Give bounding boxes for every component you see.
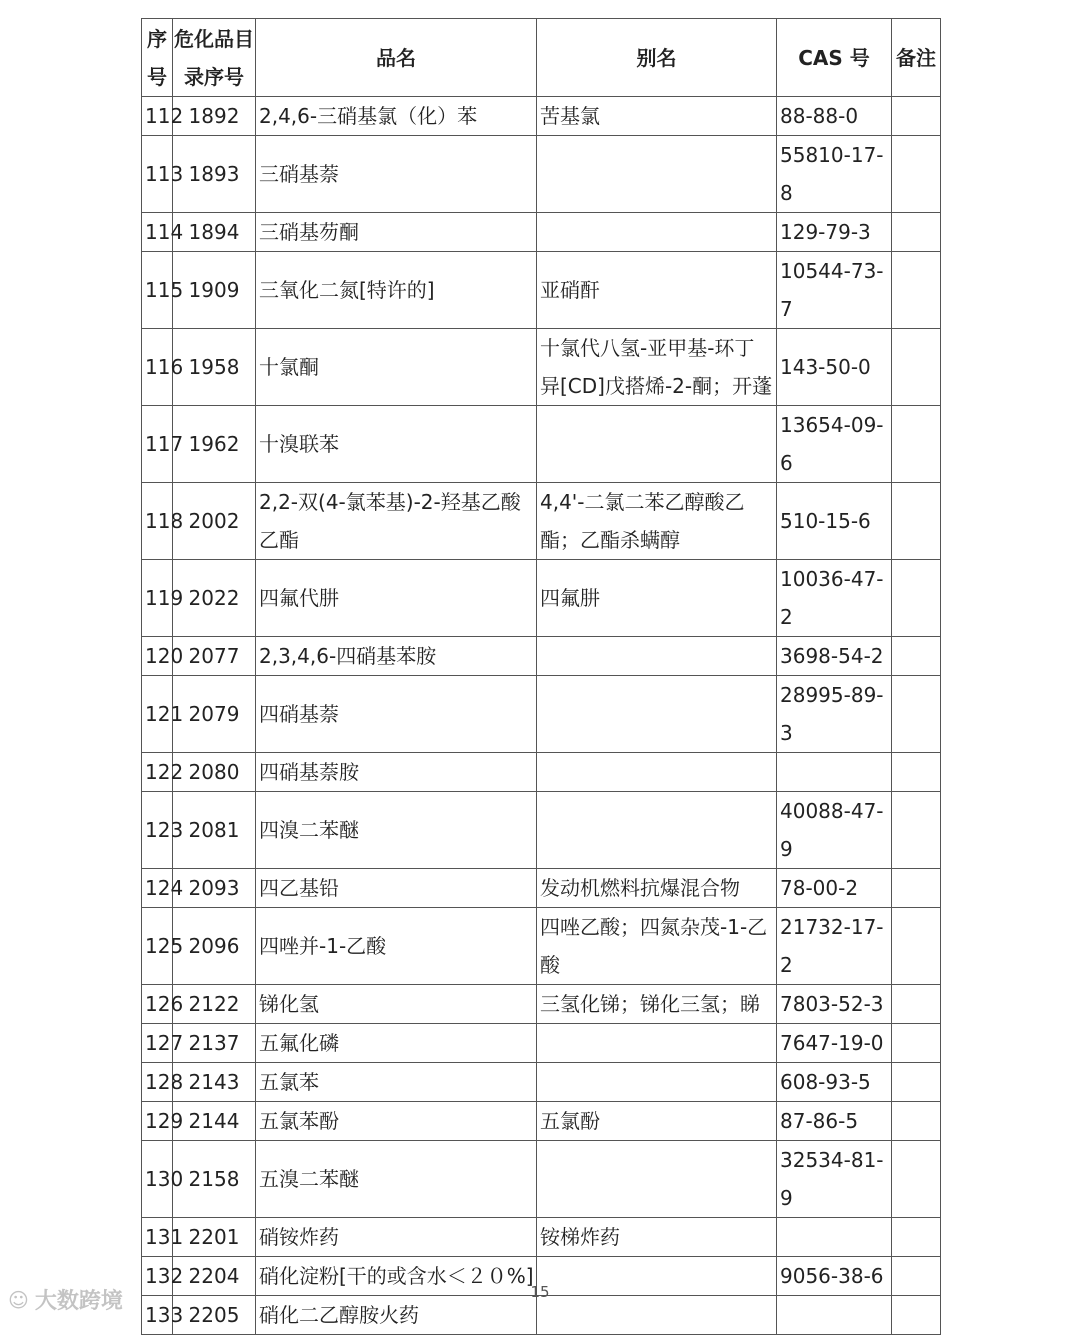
cell-cas: 7803-52-3 [777,985,892,1024]
cell-no: 130 [142,1141,173,1218]
cell-catalog-no: 2002 [173,483,256,560]
cell-note [892,136,941,213]
cell-no: 116 [142,329,173,406]
cell-no: 120 [142,637,173,676]
cell-alias: 亚硝酐 [537,252,777,329]
cell-alias [537,213,777,252]
cell-cas: 40088-47-9 [777,792,892,869]
cell-cas: 32534-81-9 [777,1141,892,1218]
table-row [142,1102,941,1141]
cell-note [892,252,941,329]
cell-cas: 143-50-0 [777,329,892,406]
cell-alias: 五氯酚 [537,1102,777,1141]
cell-note [892,1102,941,1141]
table-row [142,753,941,792]
cell-cas [777,1218,892,1257]
cell-alias [537,136,777,213]
table-header-row [142,19,941,97]
cell-note [892,1063,941,1102]
cell-note [892,869,941,908]
header-catalog-no: 危化品目录序号 [173,19,256,97]
cell-alias [537,792,777,869]
cell-name: 锑化氢 [256,985,537,1024]
cell-no: 113 [142,136,173,213]
header-alias: 别名 [537,19,777,97]
cell-cas: 55810-17-8 [777,136,892,213]
cell-catalog-no: 2144 [173,1102,256,1141]
cell-note [892,637,941,676]
cell-alias [537,1296,777,1335]
cell-name: 五溴二苯醚 [256,1141,537,1218]
cell-cas: 28995-89-3 [777,676,892,753]
cell-alias [537,676,777,753]
cell-name: 三硝基芴酮 [256,213,537,252]
cell-cas: 13654-09-6 [777,406,892,483]
cell-note [892,560,941,637]
table-row [142,406,941,483]
cell-note [892,329,941,406]
table-row [142,676,941,753]
cell-alias: 四唑乙酸；四氮杂茂-1-乙酸 [537,908,777,985]
cell-cas: 510-15-6 [777,483,892,560]
cell-name: 三硝基萘 [256,136,537,213]
cell-name: 五氯苯酚 [256,1102,537,1141]
header-cas: CAS 号 [777,19,892,97]
cell-name: 十氯酮 [256,329,537,406]
cell-catalog-no: 2081 [173,792,256,869]
table-row [142,329,941,406]
cell-note [892,1024,941,1063]
watermark-logo-icon: ☺ [8,1287,29,1312]
cell-note [892,483,941,560]
cell-catalog-no: 1962 [173,406,256,483]
table-row [142,1218,941,1257]
cell-alias [537,406,777,483]
cell-alias: 四氟肼 [537,560,777,637]
cell-cas [777,1296,892,1335]
cell-catalog-no: 2096 [173,908,256,985]
cell-note [892,676,941,753]
cell-no: 117 [142,406,173,483]
cell-note [892,985,941,1024]
cell-name: 四氟代肼 [256,560,537,637]
cell-alias: 苦基氯 [537,97,777,136]
table-row [142,136,941,213]
cell-no: 119 [142,560,173,637]
table-row [142,1141,941,1218]
cell-catalog-no: 2205 [173,1296,256,1335]
cell-alias: 发动机燃料抗爆混合物 [537,869,777,908]
cell-alias [537,1024,777,1063]
cell-alias: 三氢化锑；锑化三氢；睇 [537,985,777,1024]
cell-note [892,753,941,792]
cell-no: 115 [142,252,173,329]
table-row [142,1063,941,1102]
cell-note [892,1218,941,1257]
cell-name: 硝化二乙醇胺火药 [256,1296,537,1335]
cell-cas: 10036-47-2 [777,560,892,637]
cell-name: 三氧化二氮[特许的] [256,252,537,329]
cell-no: 125 [142,908,173,985]
table-row [142,869,941,908]
cell-no: 112 [142,97,173,136]
cell-name: 2,2-双(4-氯苯基)-2-羟基乙酸乙酯 [256,483,537,560]
cell-name: 五氯苯 [256,1063,537,1102]
cell-no: 122 [142,753,173,792]
cell-note [892,406,941,483]
watermark-text: 大数跨境 [34,1289,123,1314]
cell-name: 硝铵炸药 [256,1218,537,1257]
cell-name: 2,3,4,6-四硝基苯胺 [256,637,537,676]
cell-alias: 4,4'-二氯二苯乙醇酸乙酯；乙酯杀螨醇 [537,483,777,560]
cell-cas [777,753,892,792]
cell-alias: 十氯代八氢-亚甲基-环丁异[CD]戊搭烯-2-酮；开蓬 [537,329,777,406]
cell-note [892,792,941,869]
cell-no: 123 [142,792,173,869]
table-row [142,213,941,252]
cell-catalog-no: 2143 [173,1063,256,1102]
cell-no: 132 [142,1257,173,1296]
cell-catalog-no: 2204 [173,1257,256,1296]
cell-no: 131 [142,1218,173,1257]
cell-name: 四乙基铅 [256,869,537,908]
table-row [142,97,941,136]
cell-name: 硝化淀粉[干的或含水＜２０%] [256,1257,537,1296]
cell-catalog-no: 2079 [173,676,256,753]
cell-name: 四唑并-1-乙酸 [256,908,537,985]
cell-alias: 铵梯炸药 [537,1218,777,1257]
cell-no: 128 [142,1063,173,1102]
cell-note [892,1141,941,1218]
cell-catalog-no: 1894 [173,213,256,252]
hazardous-chemicals-table [141,18,941,1335]
cell-alias [537,753,777,792]
cell-no: 129 [142,1102,173,1141]
table-row [142,1024,941,1063]
table-row [142,483,941,560]
table-row [142,637,941,676]
cell-name: 五氟化磷 [256,1024,537,1063]
cell-note [892,213,941,252]
cell-no: 133 [142,1296,173,1335]
header-note: 备注 [892,19,941,97]
cell-name: 十溴联苯 [256,406,537,483]
watermark [8,1284,123,1315]
cell-note [892,908,941,985]
cell-cas: 78-00-2 [777,869,892,908]
cell-name: 2,4,6-三硝基氯（化）苯 [256,97,537,136]
cell-no: 121 [142,676,173,753]
cell-catalog-no: 2022 [173,560,256,637]
cell-cas: 7647-19-0 [777,1024,892,1063]
cell-name: 四硝基萘胺 [256,753,537,792]
cell-cas: 9056-38-6 [777,1257,892,1296]
cell-catalog-no: 2122 [173,985,256,1024]
cell-catalog-no: 2137 [173,1024,256,1063]
cell-cas: 129-79-3 [777,213,892,252]
cell-no: 114 [142,213,173,252]
cell-alias [537,637,777,676]
cell-catalog-no: 1892 [173,97,256,136]
cell-cas: 608-93-5 [777,1063,892,1102]
table-row [142,908,941,985]
cell-alias [537,1063,777,1102]
header-no: 序号 [142,19,173,97]
cell-cas: 10544-73-7 [777,252,892,329]
cell-catalog-no: 1958 [173,329,256,406]
cell-no: 126 [142,985,173,1024]
cell-alias [537,1141,777,1218]
cell-catalog-no: 1909 [173,252,256,329]
cell-catalog-no: 2201 [173,1218,256,1257]
table-row [142,252,941,329]
cell-cas: 3698-54-2 [777,637,892,676]
table-row [142,792,941,869]
cell-no: 118 [142,483,173,560]
cell-catalog-no: 2077 [173,637,256,676]
cell-cas: 88-88-0 [777,97,892,136]
header-name: 品名 [256,19,537,97]
table-row [142,1296,941,1335]
cell-name: 四硝基萘 [256,676,537,753]
cell-cas: 87-86-5 [777,1102,892,1141]
cell-catalog-no: 2158 [173,1141,256,1218]
cell-cas: 21732-17-2 [777,908,892,985]
cell-name: 四溴二苯醚 [256,792,537,869]
cell-catalog-no: 2080 [173,753,256,792]
table-row [142,985,941,1024]
cell-note [892,1296,941,1335]
cell-catalog-no: 1893 [173,136,256,213]
table-row [142,560,941,637]
cell-catalog-no: 2093 [173,869,256,908]
page-number: 15 [530,1283,550,1301]
cell-note [892,97,941,136]
cell-no: 127 [142,1024,173,1063]
cell-no: 124 [142,869,173,908]
